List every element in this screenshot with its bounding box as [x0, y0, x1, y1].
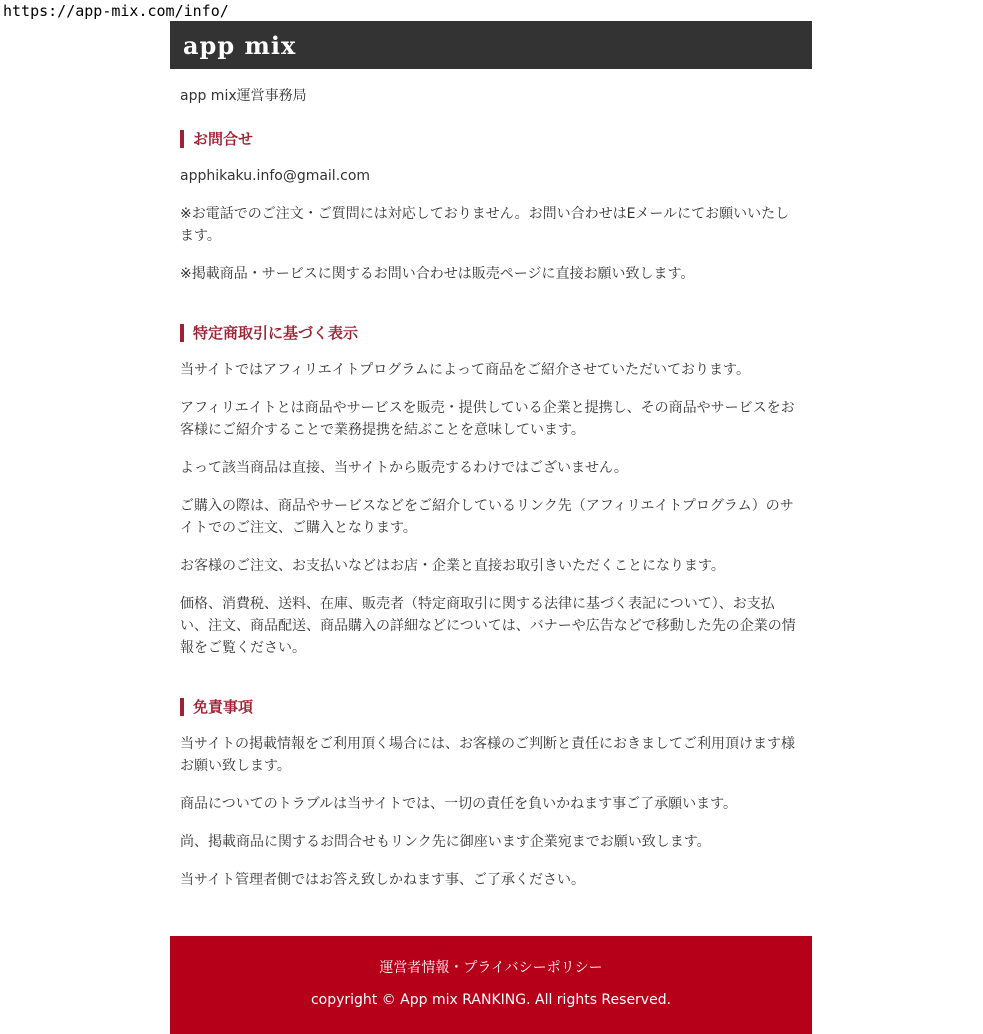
paragraph: お客様のご注文、お支払いなどはお店・企業と直接お取引きいただくことになります。	[180, 558, 725, 574]
section-contact	[180, 129, 802, 285]
page-container	[170, 21, 812, 1034]
paragraph: 価格、消費税、送料、在庫、販売者（特定商取引に関する法律に基づく表記について）、お支払い、注文、商品配送、商品購入の詳細などについては、バナーや広告などで移動した先の企業の情報をご覧ください。	[180, 596, 796, 656]
paragraph: よって該当商品は直接、当サイトから販売するわけではございません。	[180, 460, 628, 476]
main-content	[170, 85, 812, 891]
section-heading-label: お問合せ	[193, 130, 254, 148]
site-header	[170, 21, 812, 69]
page-footer	[170, 936, 812, 1034]
paragraph: ご購入の際は、商品やサービスなどをご紹介しているリンク先（アフィリエイトプログラム）のサイトでのご注文、ご購入となります。	[180, 498, 794, 536]
section-heading-disclaimer	[180, 697, 802, 717]
footer-privacy-policy-link[interactable]: 運営者情報・プライバシーポリシー	[379, 960, 603, 976]
paragraph: 商品についてのトラブルは当サイトでは、一切の責任を負いかねます事ご了承願います。	[180, 796, 738, 812]
section-heading-label: 免責事項	[193, 698, 254, 716]
section-heading-label: 特定商取引に基づく表示	[193, 324, 359, 342]
contact-email: apphikaku.info@gmail.com	[180, 168, 371, 184]
section-heading-contact	[180, 129, 802, 149]
section-heading-commerce	[180, 323, 802, 343]
section-commerce-disclosure	[180, 323, 802, 659]
paragraph: 当サイトではアフィリエイトプログラムによって商品をご紹介させていただいております。	[180, 362, 750, 378]
section-disclaimer	[180, 697, 802, 891]
site-title[interactable]: app mix	[183, 30, 297, 60]
heading-accent-bar	[180, 130, 184, 148]
heading-accent-bar	[180, 324, 184, 342]
contact-note-products: ※掲載商品・サービスに関するお問い合わせは販売ページに直接お願い致します。	[180, 266, 695, 282]
footer-copyright: copyright © App mix RANKING. All rights Reserved.	[310, 992, 672, 1008]
page-url-label: https://app-mix.com/info/	[3, 2, 229, 20]
paragraph: アフィリエイトとは商品やサービスを販売・提供している企業と提携し、その商品やサービスをお客様にご紹介することで業務提携を結ぶことを意味しています。	[180, 400, 795, 438]
paragraph: 尚、掲載商品に関するお問合せもリンク先に御座います企業宛までお願い致します。	[180, 834, 711, 850]
intro-text: app mix運営事務局	[180, 88, 307, 104]
heading-accent-bar	[180, 698, 184, 716]
contact-note-phone: ※お電話でのご注文・ご質問には対応しておりません。お問い合わせはEメールにてお願いいたします。	[180, 206, 790, 244]
paragraph: 当サイト管理者側ではお答え致しかねます事、ご了承ください。	[180, 872, 586, 888]
paragraph: 当サイトの掲載情報をご利用頂く場合には、お客様のご判断と責任におきましてご利用頂けます様お願い致します。	[180, 736, 796, 774]
